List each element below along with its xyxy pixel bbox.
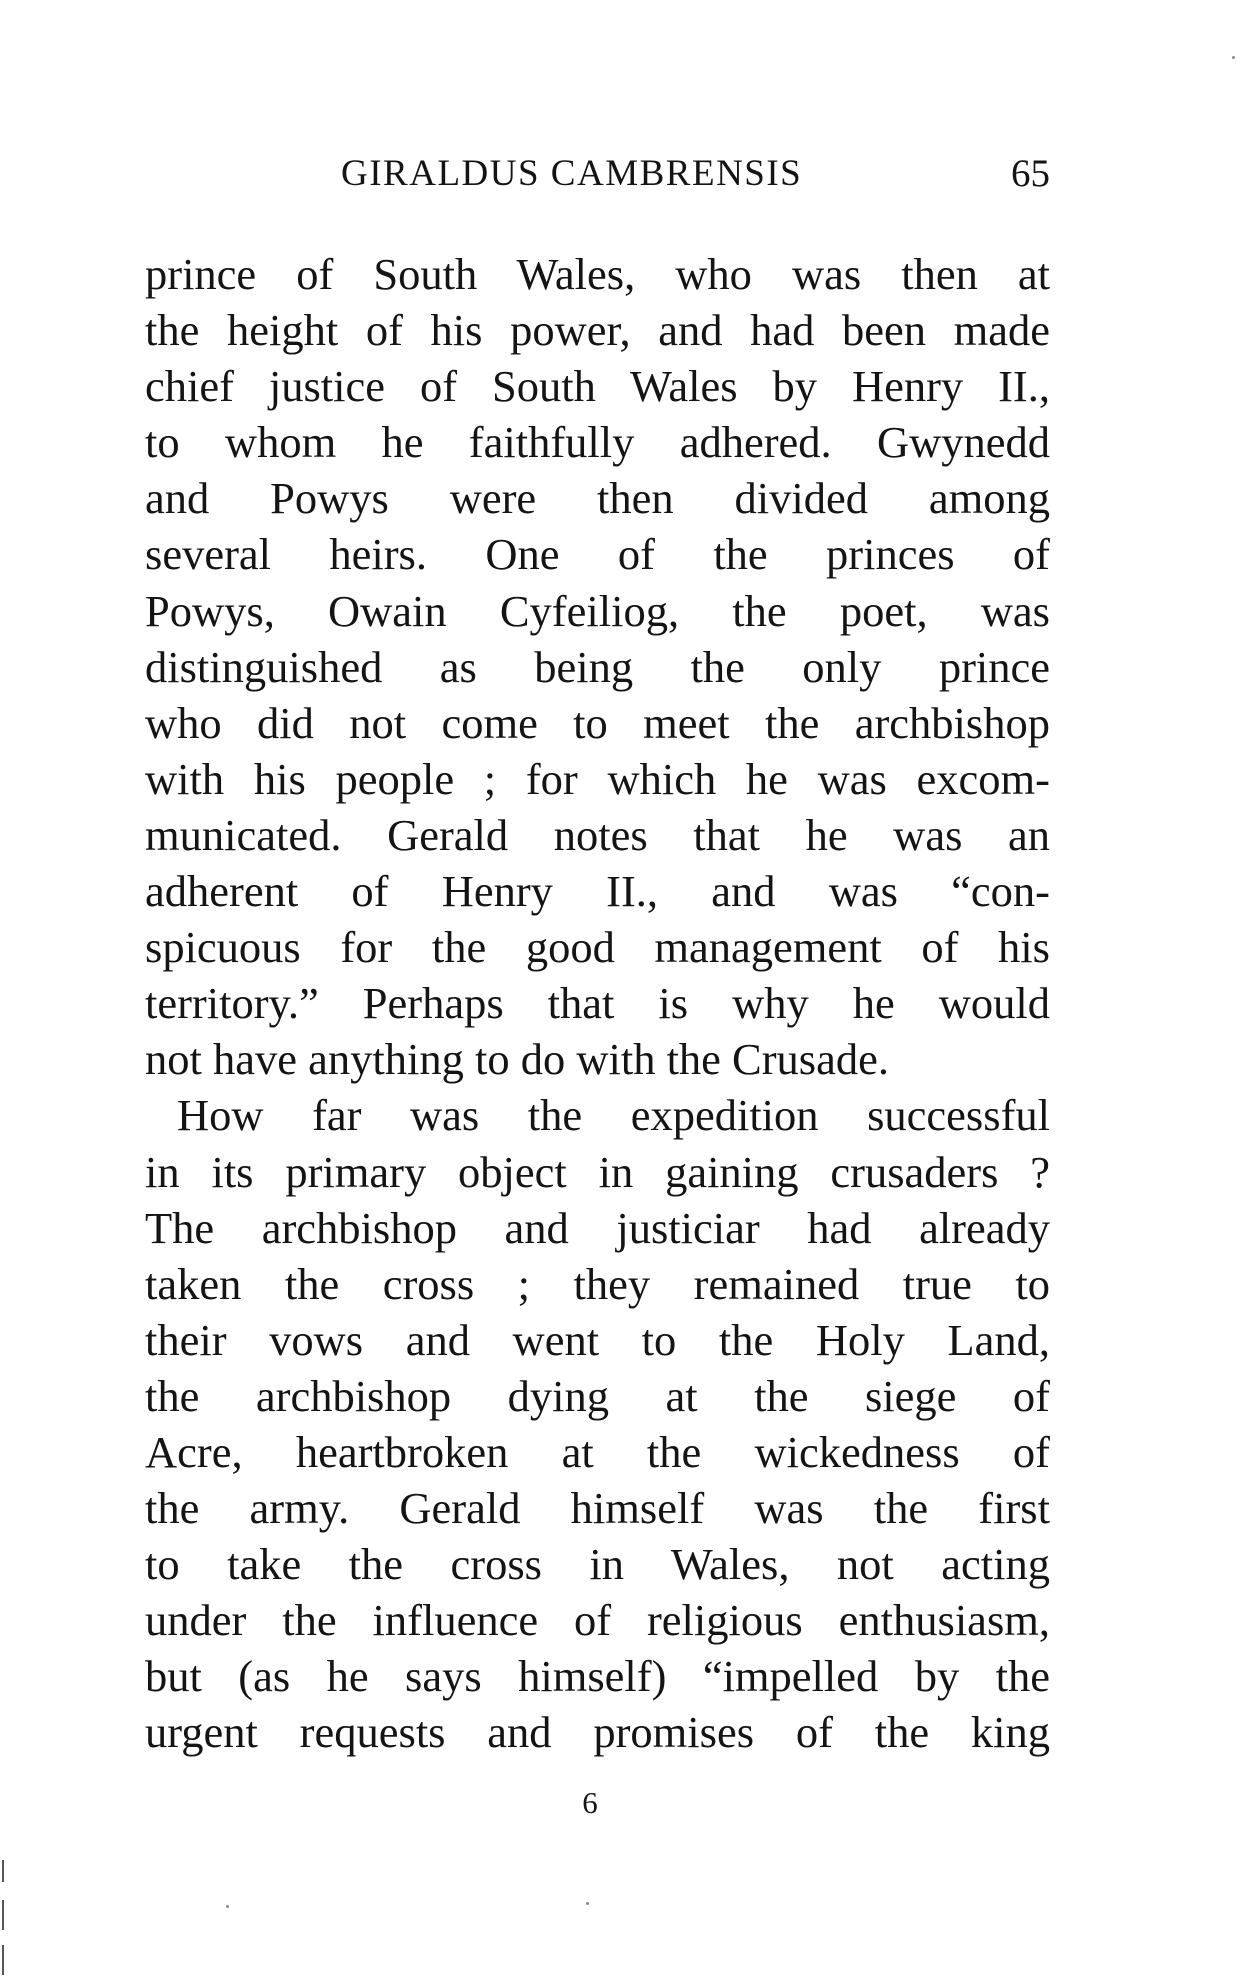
text-line: adherent of Henry II., and was “con- bbox=[145, 866, 1050, 917]
scan-edge-mark bbox=[2, 1900, 4, 1930]
text-line: Powys, Owain Cyfeiliog, the poet, was bbox=[145, 585, 1050, 636]
text-line: and Powys were then divided among bbox=[145, 473, 1050, 524]
text-line: chief justice of South Wales by Henry II., bbox=[145, 361, 1050, 412]
page-number: 65 bbox=[1011, 152, 1050, 195]
scan-speck bbox=[586, 1902, 589, 1905]
text-line: spicuous for the good management of his bbox=[145, 922, 1050, 973]
body-text bbox=[145, 246, 1050, 1761]
text-line: distinguished as being the only prince bbox=[145, 641, 1050, 692]
running-head bbox=[145, 150, 1050, 198]
text-line: urgent requests and promises of the king bbox=[145, 1707, 1050, 1758]
text-line: who did not come to meet the archbishop bbox=[145, 697, 1050, 748]
signature-mark: 6 bbox=[582, 1785, 598, 1820]
text-line: territory.” Perhaps that is why he would bbox=[145, 978, 1050, 1029]
text-line: to take the cross in Wales, not acting bbox=[145, 1539, 1050, 1590]
scan-edge-mark bbox=[2, 1860, 4, 1882]
paragraph-start-line: How far was the expedition successful bbox=[177, 1090, 1050, 1141]
text-line: the archbishop dying at the siege of bbox=[145, 1370, 1050, 1421]
text-line: their vows and went to the Holy Land, bbox=[145, 1314, 1050, 1365]
text-line: taken the cross ; they remained true to bbox=[145, 1258, 1050, 1309]
text-line: but (as he says himself) “impelled by the bbox=[145, 1651, 1050, 1702]
text-line: the height of his power, and had been made bbox=[145, 305, 1050, 356]
text-line: prince of South Wales, who was then at bbox=[145, 249, 1050, 299]
text-line: in its primary object in gaining crusaders ? bbox=[145, 1146, 1050, 1197]
scan-edge-mark bbox=[2, 1945, 4, 1975]
text-line: the army. Gerald himself was the first bbox=[145, 1483, 1050, 1534]
text-line: with his people ; for which he was excom- bbox=[145, 753, 1050, 804]
text-line: municated. Gerald notes that he was an bbox=[145, 809, 1050, 860]
text-line: under the influence of religious enthusiasm, bbox=[145, 1595, 1050, 1646]
scan-speck bbox=[1232, 56, 1235, 59]
running-title: GIRALDUS CAMBRENSIS bbox=[341, 153, 803, 194]
text-line: several heirs. One of the princes of bbox=[145, 529, 1050, 580]
text-line: to whom he faithfully adhered. Gwynedd bbox=[145, 417, 1050, 468]
scan-speck bbox=[226, 1905, 229, 1908]
text-line: The archbishop and justiciar had already bbox=[145, 1202, 1050, 1253]
paragraph-end-line: not have anything to do with the Crusade. bbox=[145, 1034, 890, 1085]
text-line: Acre, heartbroken at the wickedness of bbox=[145, 1426, 1050, 1477]
